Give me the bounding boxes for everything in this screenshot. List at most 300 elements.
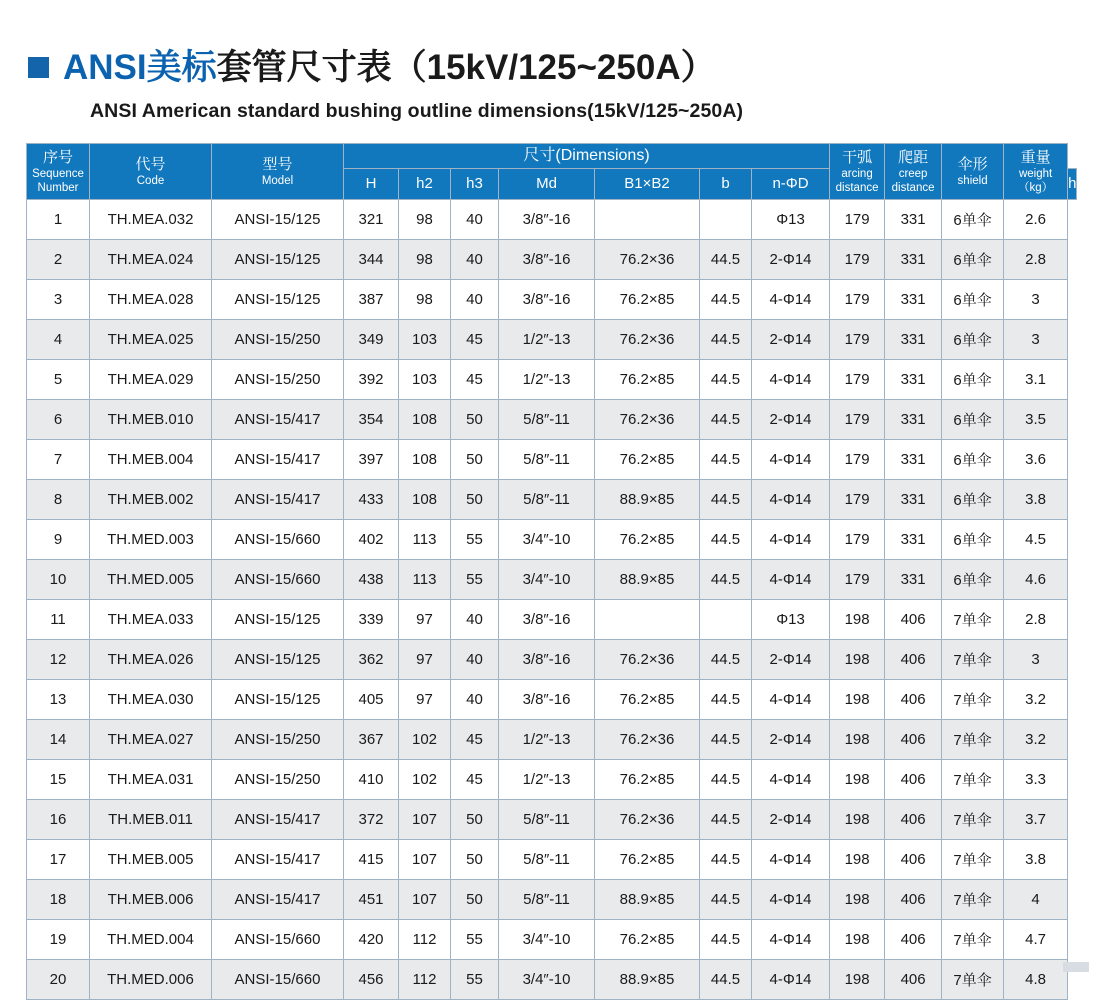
th-arcing-en: arcing distance — [835, 168, 879, 194]
th-sub-H: H — [344, 169, 399, 200]
cell-md: 1/2″-13 — [499, 720, 595, 760]
cell-b: 44.5 — [700, 960, 752, 1000]
cell-b: 44.5 — [700, 720, 752, 760]
cell-h3: 55 — [451, 520, 499, 560]
th-sub-Md: Md — [499, 169, 595, 200]
cell-h3: 50 — [451, 480, 499, 520]
cell-b1b2: 76.2×36 — [595, 800, 700, 840]
cell-h3: 45 — [451, 760, 499, 800]
cell-code: TH.MED.005 — [90, 560, 212, 600]
cell-shield: 7单伞 — [942, 760, 1004, 800]
cell-b1b2: 88.9×85 — [595, 960, 700, 1000]
cell-h1: 179 — [830, 400, 885, 440]
cell-shield: 7单伞 — [942, 880, 1004, 920]
cell-b1b2: 76.2×36 — [595, 240, 700, 280]
cell-md: 5/8″-11 — [499, 800, 595, 840]
cell-b1b2: 76.2×36 — [595, 640, 700, 680]
cell-h3: 50 — [451, 840, 499, 880]
cell-weight: 3.1 — [1004, 360, 1068, 400]
th-model-cn: 型号 — [262, 156, 293, 173]
cell-b1b2: 88.9×85 — [595, 880, 700, 920]
cell-shield: 6单伞 — [942, 320, 1004, 360]
cell-h3: 45 — [451, 360, 499, 400]
cell-b1b2: 76.2×36 — [595, 400, 700, 440]
th-dimensions-group: 尺寸(Dimensions) — [344, 144, 830, 169]
cell-model: ANSI-15/417 — [212, 800, 344, 840]
cell-sequence: 12 — [27, 640, 90, 680]
cell-weight: 3.2 — [1004, 680, 1068, 720]
title-line — [28, 40, 1103, 90]
cell-code: TH.MEA.024 — [90, 240, 212, 280]
cell-h1: 198 — [830, 680, 885, 720]
table-row — [27, 680, 1077, 720]
cell-md: 3/8″-16 — [499, 240, 595, 280]
cell-shield: 7单伞 — [942, 920, 1004, 960]
cell-creep: 406 — [885, 960, 942, 1000]
cell-code: TH.MEA.025 — [90, 320, 212, 360]
cell-weight: 4.5 — [1004, 520, 1068, 560]
cell-h2: 108 — [399, 440, 451, 480]
cell-b: 44.5 — [700, 440, 752, 480]
cell-h3: 55 — [451, 960, 499, 1000]
cell-md: 3/8″-16 — [499, 280, 595, 320]
cell-b: 44.5 — [700, 560, 752, 600]
cell-b: 44.5 — [700, 840, 752, 880]
th-sub-B1B2: B1×B2 — [595, 169, 700, 200]
cell-h1: 198 — [830, 840, 885, 880]
cell-h1: 198 — [830, 720, 885, 760]
th-model — [212, 144, 344, 200]
table-row — [27, 600, 1077, 640]
cell-h1: 198 — [830, 960, 885, 1000]
cell-model: ANSI-15/125 — [212, 240, 344, 280]
cell-h3: 55 — [451, 560, 499, 600]
cell-b: 44.5 — [700, 280, 752, 320]
cell-h2: 98 — [399, 280, 451, 320]
cell-creep: 406 — [885, 800, 942, 840]
th-arcing-cn: 干弧 — [842, 149, 873, 166]
cell-h1: 198 — [830, 800, 885, 840]
cell-md: 3/4″-10 — [499, 920, 595, 960]
cell-h3: 50 — [451, 880, 499, 920]
th-creep-cn: 爬距 — [898, 149, 929, 166]
cell-weight: 3.6 — [1004, 440, 1068, 480]
cell-nd: 4-Φ14 — [752, 480, 830, 520]
cell-b: 44.5 — [700, 800, 752, 840]
cell-b1b2 — [595, 200, 700, 240]
cell-code: TH.MEB.006 — [90, 880, 212, 920]
cell-model: ANSI-15/417 — [212, 840, 344, 880]
table-row — [27, 800, 1077, 840]
cell-nd: Φ13 — [752, 200, 830, 240]
cell-shield: 7单伞 — [942, 600, 1004, 640]
cell-sequence: 20 — [27, 960, 90, 1000]
cell-b: 44.5 — [700, 240, 752, 280]
cell-model: ANSI-15/125 — [212, 280, 344, 320]
cell-b1b2: 76.2×85 — [595, 760, 700, 800]
table-row — [27, 400, 1077, 440]
cell-creep: 331 — [885, 360, 942, 400]
cell-h1: 198 — [830, 920, 885, 960]
table-row — [27, 840, 1077, 880]
cell-md: 3/8″-16 — [499, 600, 595, 640]
cell-nd: 2-Φ14 — [752, 720, 830, 760]
dimensions-table-wrap — [26, 143, 1085, 1000]
cell-nd: 4-Φ14 — [752, 840, 830, 880]
cell-code: TH.MEB.004 — [90, 440, 212, 480]
table-row — [27, 640, 1077, 680]
cell-code: TH.MEB.002 — [90, 480, 212, 520]
cell-h2: 98 — [399, 200, 451, 240]
cell-model: ANSI-15/250 — [212, 720, 344, 760]
cell-h: 397 — [344, 440, 399, 480]
cell-sequence: 8 — [27, 480, 90, 520]
cell-nd: 4-Φ14 — [752, 880, 830, 920]
table-row — [27, 560, 1077, 600]
cell-creep: 331 — [885, 280, 942, 320]
cell-h2: 107 — [399, 840, 451, 880]
cell-sequence: 1 — [27, 200, 90, 240]
cell-md: 5/8″-11 — [499, 880, 595, 920]
cell-sequence: 14 — [27, 720, 90, 760]
cell-creep: 331 — [885, 200, 942, 240]
cell-h3: 50 — [451, 800, 499, 840]
cell-code: TH.MEB.010 — [90, 400, 212, 440]
cell-b1b2: 76.2×85 — [595, 840, 700, 880]
th-sequence-cn: 序号 — [42, 149, 73, 166]
cell-md: 3/8″-16 — [499, 200, 595, 240]
th-sub-b: b — [700, 169, 752, 200]
cell-md: 1/2″-13 — [499, 320, 595, 360]
cell-code: TH.MEA.029 — [90, 360, 212, 400]
cell-model: ANSI-15/125 — [212, 680, 344, 720]
cell-weight: 3.5 — [1004, 400, 1068, 440]
table-head — [27, 144, 1085, 200]
cell-model: ANSI-15/125 — [212, 640, 344, 680]
cell-code: TH.MEB.011 — [90, 800, 212, 840]
cell-creep: 406 — [885, 680, 942, 720]
cell-sequence: 9 — [27, 520, 90, 560]
cell-shield: 6单伞 — [942, 400, 1004, 440]
cell-h1: 179 — [830, 520, 885, 560]
cell-shield: 6单伞 — [942, 360, 1004, 400]
cell-code: TH.MED.004 — [90, 920, 212, 960]
cell-h2: 103 — [399, 360, 451, 400]
cell-weight: 3.3 — [1004, 760, 1068, 800]
cell-weight: 2.8 — [1004, 240, 1068, 280]
cell-nd: 4-Φ14 — [752, 560, 830, 600]
cell-weight: 4.6 — [1004, 560, 1068, 600]
cell-code: TH.MEA.026 — [90, 640, 212, 680]
cell-nd: 4-Φ14 — [752, 520, 830, 560]
cell-nd: Φ13 — [752, 600, 830, 640]
cell-sequence: 11 — [27, 600, 90, 640]
cell-nd: 4-Φ14 — [752, 760, 830, 800]
cell-b: 44.5 — [700, 760, 752, 800]
cell-shield: 7单伞 — [942, 720, 1004, 760]
cell-h: 344 — [344, 240, 399, 280]
cell-b1b2: 76.2×85 — [595, 440, 700, 480]
cell-h2: 108 — [399, 480, 451, 520]
cell-sequence: 7 — [27, 440, 90, 480]
cell-nd: 2-Φ14 — [752, 240, 830, 280]
cell-h2: 113 — [399, 560, 451, 600]
cell-nd: 2-Φ14 — [752, 400, 830, 440]
cell-nd: 4-Φ14 — [752, 960, 830, 1000]
cell-code: TH.MED.003 — [90, 520, 212, 560]
cell-md: 3/4″-10 — [499, 960, 595, 1000]
dimensions-table — [26, 143, 1085, 1000]
cell-weight: 3.8 — [1004, 480, 1068, 520]
cell-weight: 3 — [1004, 320, 1068, 360]
table-header-row-1 — [27, 144, 1077, 169]
cell-creep: 331 — [885, 480, 942, 520]
cell-b: 44.5 — [700, 880, 752, 920]
cell-h: 339 — [344, 600, 399, 640]
cell-b1b2: 76.2×85 — [595, 520, 700, 560]
cell-code: TH.MEA.028 — [90, 280, 212, 320]
cell-h3: 40 — [451, 640, 499, 680]
table-row — [27, 360, 1077, 400]
cell-sequence: 19 — [27, 920, 90, 960]
cell-model: ANSI-15/417 — [212, 400, 344, 440]
table-row — [27, 920, 1077, 960]
cell-h1: 198 — [830, 600, 885, 640]
cell-shield: 6单伞 — [942, 200, 1004, 240]
cell-creep: 406 — [885, 920, 942, 960]
cell-md: 1/2″-13 — [499, 760, 595, 800]
cell-weight: 3.8 — [1004, 840, 1068, 880]
cell-md: 3/8″-16 — [499, 640, 595, 680]
cell-h: 392 — [344, 360, 399, 400]
cell-sequence: 13 — [27, 680, 90, 720]
cell-h: 451 — [344, 880, 399, 920]
cell-model: ANSI-15/417 — [212, 880, 344, 920]
cell-model: ANSI-15/417 — [212, 440, 344, 480]
cell-shield: 6单伞 — [942, 240, 1004, 280]
cell-h1: 179 — [830, 320, 885, 360]
cell-h: 362 — [344, 640, 399, 680]
cell-b1b2: 88.9×85 — [595, 480, 700, 520]
cell-h2: 112 — [399, 920, 451, 960]
cell-h: 433 — [344, 480, 399, 520]
page-title-dark: 套管尺寸表（15kV/125~250A） — [216, 48, 716, 87]
cell-sequence: 16 — [27, 800, 90, 840]
cell-h2: 97 — [399, 680, 451, 720]
cell-nd: 2-Φ14 — [752, 640, 830, 680]
cell-nd: 4-Φ14 — [752, 440, 830, 480]
cell-creep: 331 — [885, 240, 942, 280]
cell-h1: 179 — [830, 280, 885, 320]
cell-h1: 198 — [830, 880, 885, 920]
cell-h: 387 — [344, 280, 399, 320]
cell-b: 44.5 — [700, 640, 752, 680]
cell-h1: 179 — [830, 440, 885, 480]
cell-h2: 97 — [399, 640, 451, 680]
cell-sequence: 15 — [27, 760, 90, 800]
cell-code: TH.MEB.005 — [90, 840, 212, 880]
cell-code: TH.MEA.031 — [90, 760, 212, 800]
th-sub-h1: h1 — [1068, 169, 1077, 200]
cell-nd: 4-Φ14 — [752, 680, 830, 720]
cell-creep: 406 — [885, 720, 942, 760]
cell-h2: 112 — [399, 960, 451, 1000]
cell-sequence: 3 — [27, 280, 90, 320]
cell-sequence: 6 — [27, 400, 90, 440]
cell-sequence: 10 — [27, 560, 90, 600]
page-subtitle: ANSI American standard bushing outline dimensions(15kV/125~250A) — [90, 100, 744, 122]
cell-model: ANSI-15/250 — [212, 320, 344, 360]
page-title — [63, 40, 716, 90]
cell-h: 354 — [344, 400, 399, 440]
cell-h2: 98 — [399, 240, 451, 280]
cell-h1: 198 — [830, 640, 885, 680]
cell-b1b2: 76.2×85 — [595, 680, 700, 720]
cell-h3: 45 — [451, 720, 499, 760]
th-sequence-en: Sequence Number — [32, 168, 84, 194]
cell-sequence: 5 — [27, 360, 90, 400]
cell-weight: 3.2 — [1004, 720, 1068, 760]
th-creep-en: creep distance — [891, 168, 935, 194]
th-weight-en: weight（kg） — [1018, 168, 1054, 194]
cell-weight: 4.7 — [1004, 920, 1068, 960]
table-row — [27, 280, 1077, 320]
cell-b: 44.5 — [700, 360, 752, 400]
title-block — [0, 0, 1103, 123]
table-body — [27, 200, 1077, 1000]
table-row — [27, 320, 1077, 360]
table-row — [27, 720, 1077, 760]
th-arcing-distance — [830, 144, 885, 200]
cell-h2: 107 — [399, 800, 451, 840]
cell-h: 402 — [344, 520, 399, 560]
cell-model: ANSI-15/250 — [212, 760, 344, 800]
cell-h2: 103 — [399, 320, 451, 360]
cell-h2: 107 — [399, 880, 451, 920]
cell-shield: 6单伞 — [942, 440, 1004, 480]
cell-h1: 179 — [830, 200, 885, 240]
th-sub-h2: h2 — [399, 169, 451, 200]
cell-h3: 45 — [451, 320, 499, 360]
table-row — [27, 880, 1077, 920]
cell-weight: 2.8 — [1004, 600, 1068, 640]
cell-b: 44.5 — [700, 400, 752, 440]
cell-code: TH.MEA.030 — [90, 680, 212, 720]
table-row — [27, 240, 1077, 280]
cell-shield: 7单伞 — [942, 640, 1004, 680]
cell-h1: 179 — [830, 360, 885, 400]
cell-shield: 6单伞 — [942, 480, 1004, 520]
cell-creep: 406 — [885, 880, 942, 920]
cell-h1: 179 — [830, 240, 885, 280]
cell-h: 438 — [344, 560, 399, 600]
th-shield-cn: 伞形 — [957, 156, 988, 173]
cell-creep: 406 — [885, 840, 942, 880]
cell-sequence: 2 — [27, 240, 90, 280]
cell-model: ANSI-15/660 — [212, 560, 344, 600]
cell-b1b2: 76.2×85 — [595, 280, 700, 320]
cell-weight: 3.7 — [1004, 800, 1068, 840]
cell-shield: 7单伞 — [942, 960, 1004, 1000]
cell-h3: 50 — [451, 440, 499, 480]
cell-creep: 331 — [885, 320, 942, 360]
cell-shield: 6单伞 — [942, 520, 1004, 560]
cell-md: 3/8″-16 — [499, 680, 595, 720]
cell-model: ANSI-15/660 — [212, 960, 344, 1000]
th-creep-distance — [885, 144, 942, 200]
table-row — [27, 760, 1077, 800]
cell-h: 321 — [344, 200, 399, 240]
cell-creep: 406 — [885, 600, 942, 640]
cell-h1: 198 — [830, 760, 885, 800]
cell-b — [700, 600, 752, 640]
cell-b1b2: 76.2×36 — [595, 320, 700, 360]
table-row — [27, 520, 1077, 560]
cell-model: ANSI-15/125 — [212, 600, 344, 640]
th-sequence — [27, 144, 90, 200]
square-bullet-icon — [28, 57, 49, 78]
cell-h: 349 — [344, 320, 399, 360]
cell-weight: 4.8 — [1004, 960, 1068, 1000]
cell-nd: 2-Φ14 — [752, 320, 830, 360]
cell-b1b2: 88.9×85 — [595, 560, 700, 600]
cell-sequence: 4 — [27, 320, 90, 360]
cell-shield: 6单伞 — [942, 560, 1004, 600]
cell-weight: 3 — [1004, 640, 1068, 680]
cell-md: 1/2″-13 — [499, 360, 595, 400]
cell-sequence: 18 — [27, 880, 90, 920]
cell-h3: 40 — [451, 600, 499, 640]
cell-creep: 406 — [885, 760, 942, 800]
cell-md: 5/8″-11 — [499, 840, 595, 880]
cell-shield: 6单伞 — [942, 280, 1004, 320]
cell-h1: 179 — [830, 480, 885, 520]
cell-creep: 331 — [885, 560, 942, 600]
cell-md: 5/8″-11 — [499, 480, 595, 520]
cell-md: 3/4″-10 — [499, 520, 595, 560]
cell-b1b2: 76.2×85 — [595, 360, 700, 400]
cell-code: TH.MEA.033 — [90, 600, 212, 640]
cell-h3: 50 — [451, 400, 499, 440]
cell-b: 44.5 — [700, 520, 752, 560]
cell-h3: 40 — [451, 240, 499, 280]
th-weight-cn: 重量 — [1020, 149, 1051, 166]
cell-b: 44.5 — [700, 320, 752, 360]
cell-h2: 113 — [399, 520, 451, 560]
cell-creep: 331 — [885, 400, 942, 440]
th-code — [90, 144, 212, 200]
page-title-blue: ANSI美标 — [63, 48, 217, 87]
cell-sequence: 17 — [27, 840, 90, 880]
table-row — [27, 480, 1077, 520]
cell-nd: 4-Φ14 — [752, 360, 830, 400]
cell-h2: 102 — [399, 760, 451, 800]
cell-h: 372 — [344, 800, 399, 840]
cell-h2: 102 — [399, 720, 451, 760]
cell-nd: 2-Φ14 — [752, 800, 830, 840]
cell-h: 415 — [344, 840, 399, 880]
cell-h: 456 — [344, 960, 399, 1000]
cell-md: 5/8″-11 — [499, 440, 595, 480]
cell-h2: 97 — [399, 600, 451, 640]
cell-shield: 7单伞 — [942, 840, 1004, 880]
cell-h: 405 — [344, 680, 399, 720]
cell-nd: 4-Φ14 — [752, 920, 830, 960]
table-row — [27, 440, 1077, 480]
cell-b: 44.5 — [700, 480, 752, 520]
th-shield-en: shield — [957, 175, 988, 187]
cell-b: 44.5 — [700, 680, 752, 720]
